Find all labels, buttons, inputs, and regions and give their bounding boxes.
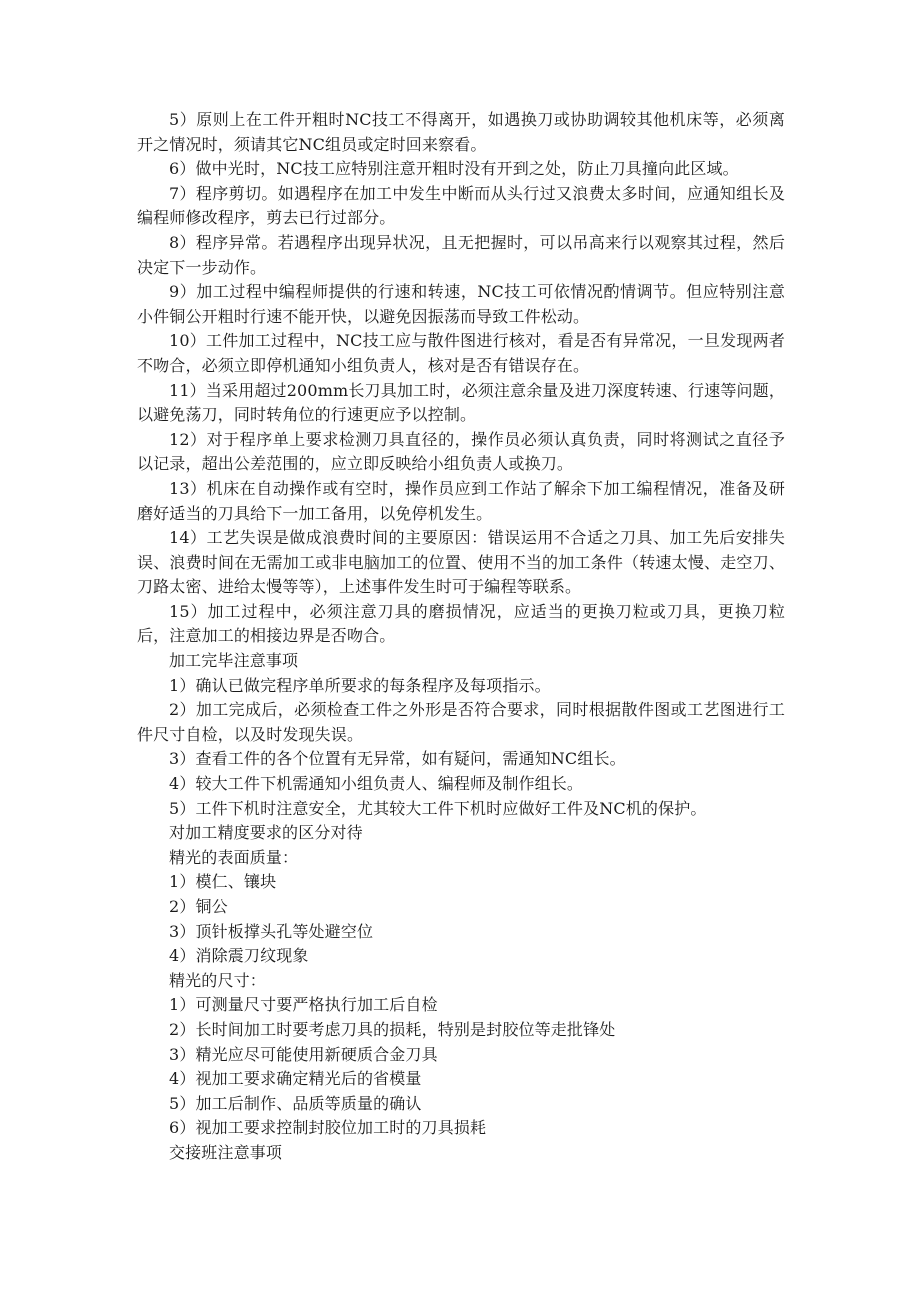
paragraph-item-5-no-leaving: 5）原则上在工件开粗时NC技工不得离开，如遇换刀或协助调较其他机床等，必须离开之情况时，须请其它NC组员或定时回来察看。 xyxy=(137,110,785,154)
list-item-dimension-4: 4）视加工要求确定精光后的省模量 xyxy=(169,1069,422,1089)
paragraph-item-14-process-errors: 14）工艺失误是做成浪费时间的主要原因：错误运用不合适之刀具、加工先后安排失误、浪费时间在无需加工或非电脑加工的位置、使用不当的加工条件（转速太慢、走空刀、刀路太密、进给太慢等等），上述事件发生时可于编程等联系。 xyxy=(137,528,785,597)
list-item-surface-3: 3）顶针板撑头孔等处避空位 xyxy=(169,921,374,941)
paragraph-item-9-speed-adjust: 9）加工过程中编程师提供的行速和转速，NC技工可依情况酌情调节。但应特别注意小件铜公开粗时行速不能开快，以避免因振荡而导致工件松动。 xyxy=(137,282,785,326)
subheading-surface-quality: 精光的表面质量： xyxy=(169,847,299,867)
subheading-finish-dimensions: 精光的尺寸： xyxy=(169,970,266,990)
paragraph-item-6-semi-finish: 6）做中光时，NC技工应特别注意开粗时没有开到之处，防止刀具撞向此区域。 xyxy=(169,159,739,179)
list-item-dimension-6: 6）视加工要求控制封胶位加工时的刀具损耗 xyxy=(169,1118,487,1138)
paragraph-item-10-drawing-check: 10）工件加工过程中，NC技工应与散件图进行核对，看是否有异常况，一旦发现两者不吻合，必须立即停机通知小组负责人，核对是否有错误存在。 xyxy=(137,331,785,375)
section-heading-precision: 对加工精度要求的区分对待 xyxy=(169,823,363,843)
paragraph-item-8-program-abnormal: 8）程序异常。若遇程序出现异状况，且无把握时，可以吊高来行以观察其过程，然后决定下一步动作。 xyxy=(137,232,785,277)
paragraph-after-2-inspect: 2）加工完成后，必须检查工件之外形是否符合要求，同时根据散件图或工艺图进行工件尺寸自检，以及时发现失误。 xyxy=(137,700,785,744)
list-item-dimension-3: 3）精光应尽可能使用新硬质合金刀具 xyxy=(169,1044,438,1064)
paragraph-after-1-confirm: 1）确认已做完程序单所要求的每条程序及每项指示。 xyxy=(169,675,551,695)
list-item-surface-1: 1）模仁、镶块 xyxy=(169,872,277,892)
document-body xyxy=(137,108,785,1166)
list-item-dimension-1: 1）可测量尺寸要严格执行加工后自检 xyxy=(169,995,438,1015)
paragraph-item-13-idle-prep: 13）机床在自动操作或有空时，操作员应到工作站了解余下加工编程情况，准备及研磨好适当的刀具给下一加工备用，以免停机发生。 xyxy=(137,478,785,523)
list-item-dimension-2: 2）长时间加工时要考虑刀具的损耗，特别是封胶位等走批锋处 xyxy=(169,1019,616,1039)
paragraph-item-11-long-tool: 11）当采用超过200mm长刀具加工时，必须注意余量及进刀深度转速、行速等问题，以避免荡刀，同时转角位的行速更应予以控制。 xyxy=(137,380,785,425)
section-heading-shift-handover: 交接班注意事项 xyxy=(169,1142,283,1162)
paragraph-after-4-notify: 4）较大工件下机需通知小组负责人、编程师及制作组长。 xyxy=(169,774,584,794)
list-item-surface-2: 2）铜公 xyxy=(169,897,228,916)
paragraph-after-3-check-positions: 3）查看工件的各个位置有无异常，如有疑问，需通知NC组长。 xyxy=(169,749,626,769)
paragraph-item-15-tool-wear: 15）加工过程中，必须注意刀具的磨损情况，应适当的更换刀粒或刀具，更换刀粒后，注意加工的相接边界是否吻合。 xyxy=(137,601,785,646)
list-item-dimension-5: 5）加工后制作、品质等质量的确认 xyxy=(169,1093,422,1113)
paragraph-after-5-safety: 5）工件下机时注意安全，尤其较大工件下机时应做好工件及NC机的保护。 xyxy=(169,798,707,818)
paragraph-item-12-tool-diameter: 12）对于程序单上要求检测刀具直径的，操作员必须认真负责，同时将测试之直径予以记录，超出公差范围的，应立即反映给小组负责人或换刀。 xyxy=(137,429,785,474)
paragraph-item-7-program-cut: 7）程序剪切。如遇程序在加工中发生中断而从头行过又浪费太多时间，应通知组长及编程师修改程序，剪去已行过部分。 xyxy=(137,183,785,228)
list-item-surface-4: 4）消除震刀纹现象 xyxy=(169,946,309,966)
section-heading-after-machining: 加工完毕注意事项 xyxy=(169,651,299,671)
